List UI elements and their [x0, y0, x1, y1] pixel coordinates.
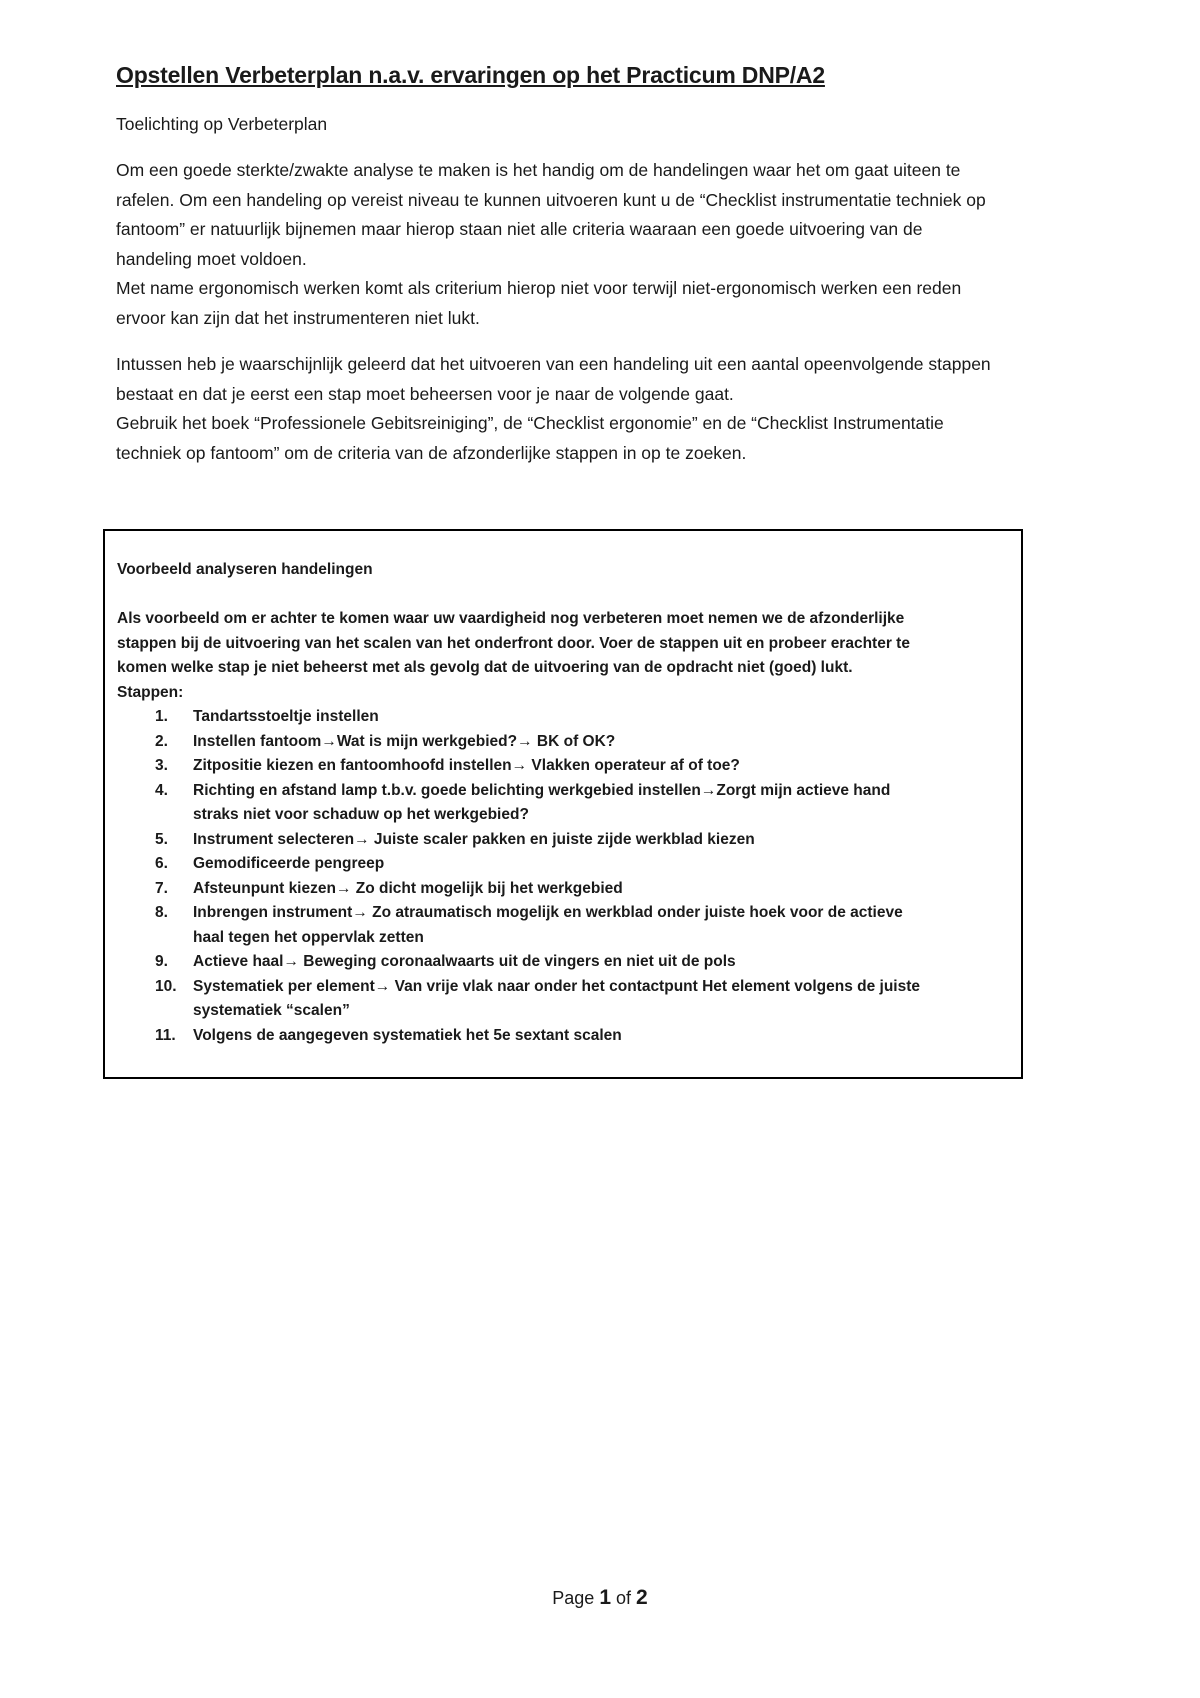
step-text	[193, 730, 997, 755]
step-line: Richting en afstand lamp t.b.v. goede belichting werkgebied instellen→Zorgt mijn actieve hand	[193, 781, 891, 799]
step-text	[193, 705, 997, 730]
spacer	[117, 583, 997, 608]
step-number: 11.	[155, 1026, 176, 1044]
list-item	[117, 877, 997, 902]
instructions-paragraph	[116, 350, 1156, 468]
step-text	[193, 852, 997, 877]
paragraph-line: Met name ergonomisch werken komt als criterium hierop niet voor terwijl niet-ergonomisch werken een reden	[116, 278, 962, 298]
step-text	[193, 754, 997, 779]
step-number: 9.	[155, 953, 168, 970]
step-number: 5.	[155, 830, 168, 848]
list-item	[117, 975, 997, 1024]
step-number: 4.	[155, 781, 168, 799]
list-item	[117, 828, 997, 853]
step-text	[193, 877, 997, 902]
steps-label: Stappen:	[117, 683, 184, 701]
list-item	[117, 1024, 997, 1049]
example-box	[103, 529, 1023, 1079]
list-item	[117, 705, 997, 730]
intro-line: stappen bij de uitvoering van het scalen van het onderfront door. Voer de stappen uit en probeer erachter te	[117, 634, 910, 652]
of-word: of	[616, 1588, 632, 1608]
step-line: Instrument selecteren→ Juiste scaler pakken en juiste zijde werkblad kiezen	[193, 830, 755, 848]
paragraph-line: Om een goede sterkte/zwakte analyse te maken is het handig om de handelingen waar het om gaat uiteen te	[116, 160, 961, 180]
step-line: Zitpositie kiezen en fantoomhoofd instellen→ Vlakken operateur af of toe?	[193, 757, 740, 774]
step-number: 7.	[155, 879, 168, 897]
paragraph-line: Gebruik het boek “Professionele Gebitsreiniging”, de “Checklist ergonomie” en de “Checklist Instrumentatie	[116, 413, 944, 433]
step-number: 1.	[155, 708, 168, 725]
current-page-number: 1	[599, 1586, 611, 1609]
step-text	[193, 901, 997, 950]
step-number: 2.	[155, 732, 168, 750]
list-item	[117, 779, 997, 828]
list-item	[117, 901, 997, 950]
step-line: Instellen fantoom→Wat is mijn werkgebied?→ BK of OK?	[193, 732, 616, 750]
step-line: straks niet voor schaduw op het werkgebied?	[193, 806, 529, 823]
steps-list	[117, 705, 997, 1048]
example-box-intro	[117, 607, 997, 681]
paragraph-line: handeling moet voldoen.	[116, 248, 307, 269]
step-text	[193, 828, 997, 853]
list-item	[117, 950, 997, 975]
paragraph-line: Intussen heb je waarschijnlijk geleerd dat het uitvoeren van een handeling uit een aantal opeenvolgende stappen	[116, 354, 991, 374]
document-title: Opstellen Verbeterplan n.a.v. ervaringen op het Practicum DNP/A2	[116, 62, 825, 88]
step-text	[193, 1024, 997, 1049]
intro-line: Als voorbeeld om er achter te komen waar uw vaardigheid nog verbeteren moet nemen we de afzonderlijke	[117, 610, 905, 627]
step-line: Tandartsstoeltje instellen	[193, 708, 379, 725]
step-line: Actieve haal→ Beweging coronaalwaarts uit de vingers en niet uit de pols	[193, 953, 736, 970]
step-line: Volgens de aangegeven systematiek het 5e sextant scalen	[193, 1026, 622, 1044]
example-box-content	[117, 558, 997, 1048]
example-box-heading: Voorbeeld analyseren handelingen	[117, 561, 373, 578]
paragraph-line: rafelen. Om een handeling op vereist niveau te kunnen uitvoeren kunt u de “Checklist instrumentatie techniek op	[116, 189, 986, 210]
step-text	[193, 779, 997, 828]
paragraph-line: bestaat en dat je eerst een stap moet beheersen voor je naar de volgende gaat.	[116, 383, 734, 404]
list-item	[117, 730, 997, 755]
paragraph-line: techniek op fantoom” om de criteria van de afzonderlijke stappen in op te zoeken.	[116, 442, 747, 463]
step-line: Systematiek per element→ Van vrije vlak naar onder het contactpunt Het element volgens de juiste	[193, 977, 921, 995]
step-line: haal tegen het oppervlak zetten	[193, 928, 424, 946]
step-number: 3.	[155, 757, 168, 774]
step-line: systematiek “scalen”	[193, 1002, 350, 1019]
page-word: Page	[552, 1588, 595, 1608]
step-number: 10.	[155, 977, 177, 995]
step-number: 8.	[155, 904, 168, 921]
step-line: Afsteunpunt kiezen→ Zo dicht mogelijk bij het werkgebied	[193, 879, 623, 897]
page-footer	[0, 1586, 1200, 1610]
step-number: 6.	[155, 855, 168, 872]
intro-paragraph	[116, 156, 1156, 333]
step-line: Gemodificeerde pengreep	[193, 855, 385, 872]
intro-line: komen welke stap je niet beheerst met als gevolg dat de uitvoering van de opdracht niet (goed) lukt.	[117, 659, 853, 676]
step-text	[193, 975, 997, 1024]
document-subtitle: Toelichting op Verbeterplan	[116, 114, 328, 134]
paragraph-line: fantoom” er natuurlijk bijnemen maar hierop staan niet alle criteria waaraan een goede uitvoering van de	[116, 219, 923, 239]
step-line: Inbrengen instrument→ Zo atraumatisch mogelijk en werkblad onder juiste hoek voor de actieve	[193, 904, 903, 921]
paragraph-line: ervoor kan zijn dat het instrumenteren niet lukt.	[116, 307, 480, 328]
list-item	[117, 852, 997, 877]
step-text	[193, 950, 997, 975]
list-item	[117, 754, 997, 779]
total-pages-number: 2	[636, 1586, 648, 1609]
